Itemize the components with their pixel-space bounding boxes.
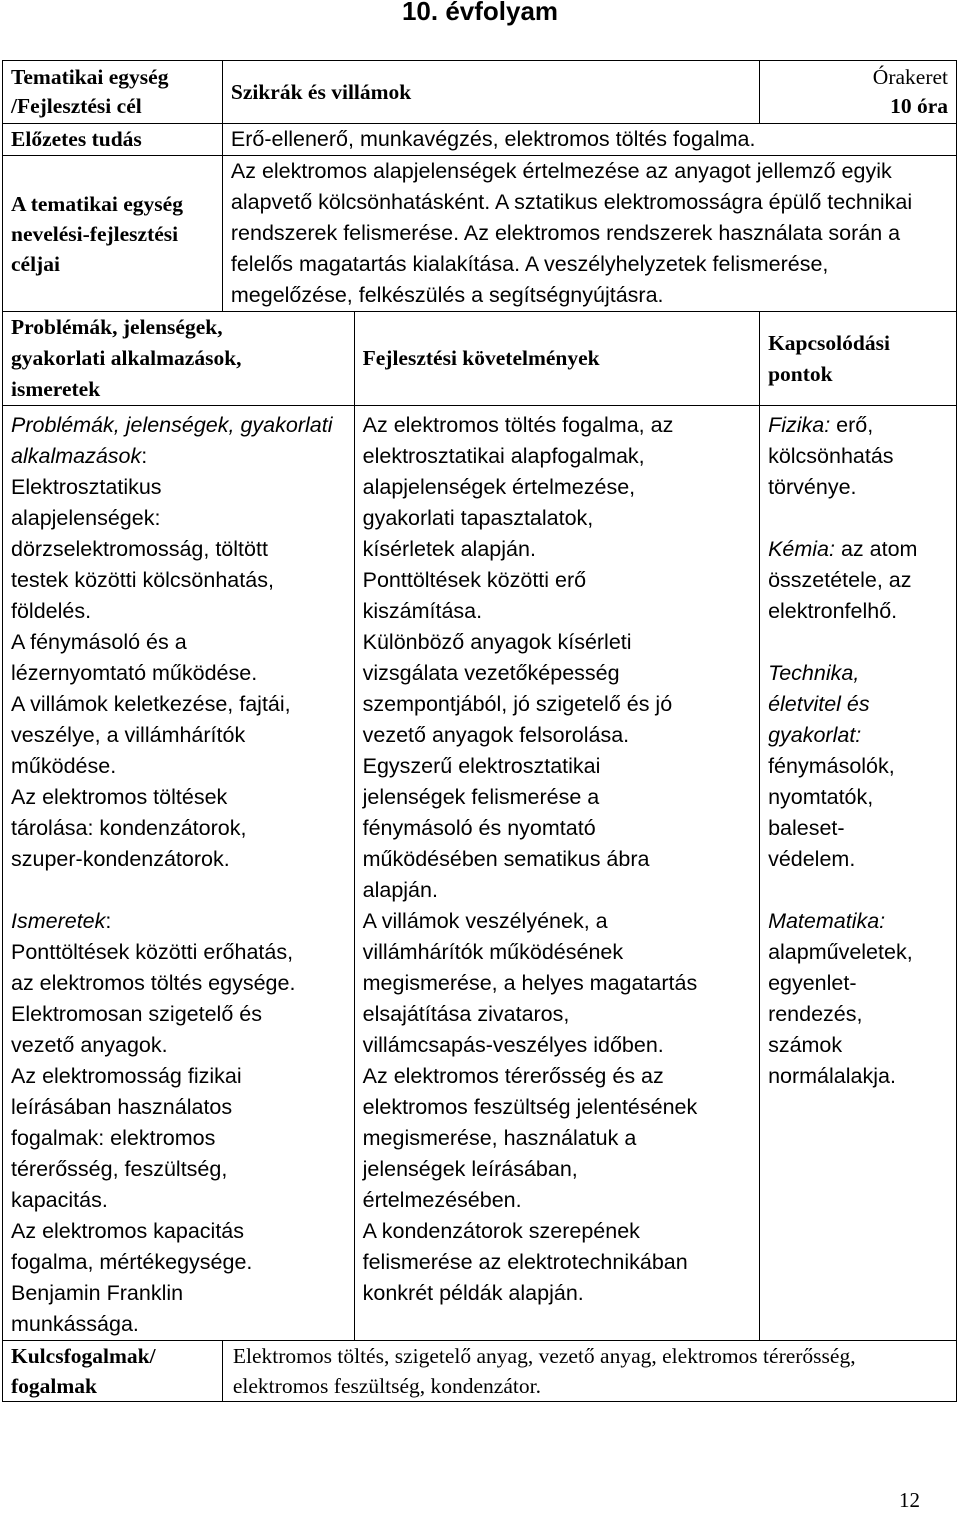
prior-knowledge-value: Erő-ellenerő, munkavégzés, elektromos töltés fogalma. — [222, 124, 956, 156]
hours-cell — [760, 61, 957, 124]
problems-line: alapjelenségek: — [11, 506, 161, 530]
knowledge-line: az elektromos töltés egysége. — [11, 971, 296, 995]
requirement-line: villámcsapás-veszélyes időben. — [362, 1033, 664, 1057]
knowledge-line: kapacitás. — [11, 1188, 108, 1212]
header-col3: Kapcsolódási pontok — [760, 312, 957, 406]
physics-line: törvénye. — [768, 475, 857, 499]
knowledge-line: leírásában használatos — [11, 1095, 233, 1119]
physics-line: kölcsönhatás — [768, 444, 894, 468]
requirement-line: Az elektromos térerősség és az — [362, 1064, 664, 1088]
problems-line: Elektrosztatikus — [11, 475, 162, 499]
page-title: 10. évfolyam — [401, 0, 559, 26]
col2-content — [354, 406, 759, 1341]
goals-row — [3, 156, 957, 312]
curriculum-table — [2, 60, 957, 1402]
problems-line: testek közötti kölcsönhatás, — [11, 568, 274, 592]
technology-label: Technika, — [768, 661, 860, 685]
knowledge-line: térerősség, feszültség, — [11, 1157, 228, 1181]
physics-label: Fizika: erő, — [768, 413, 874, 437]
technology-line: fénymásolók, — [768, 754, 895, 778]
requirement-line: jelenségek leírásában, — [362, 1157, 578, 1181]
problems-line: A villámok keletkezése, fajtái, — [11, 692, 291, 716]
requirement-line: Egyszerű elektrosztatikai — [362, 754, 601, 778]
problems-line: dörzselektromosság, töltött — [11, 537, 268, 561]
problems-line: lézernyomtató működése. — [11, 661, 258, 685]
requirement-line: értelmezésében. — [362, 1188, 522, 1212]
requirement-line: Ponttöltések közötti erő — [362, 568, 587, 592]
goals-label: A tematikai egység nevelési-fejlesztési céljai — [3, 156, 223, 312]
math-line: normálalakja. — [768, 1064, 896, 1088]
column-header-row — [3, 312, 957, 406]
math-line: egyenlet- — [768, 971, 857, 995]
thematic-unit-label: Tematikai egység /Fejlesztési cél — [3, 61, 223, 124]
key-concepts-value: Elektromos töltés, szigetelő anyag, vezető anyag, elektromos térerősség, elektromos feszültség, kondenzátor. — [222, 1341, 956, 1402]
requirement-line: Különböző anyagok kísérleti — [362, 630, 632, 654]
technology-label: életvitel és — [768, 692, 870, 716]
requirement-line: villámhárítók működésének — [362, 940, 624, 964]
page-number: 12 — [899, 1488, 920, 1512]
requirement-line: megismerése, a helyes magatartás — [362, 971, 698, 995]
key-concepts-label: Kulcsfogalmak/ fogalmak — [3, 1341, 223, 1402]
knowledge-line: fogalma, mértékegysége. — [11, 1250, 253, 1274]
problems-line: tárolása: kondenzátorok, — [11, 816, 247, 840]
requirement-line: jelenségek felismerése a — [362, 785, 600, 809]
math-line: számok — [768, 1033, 843, 1057]
problems-label-line1: Problémák, jelenségek, gyakorlati — [11, 413, 333, 437]
requirement-line: elektrosztatikai alapfogalmak, — [362, 444, 645, 468]
requirement-line: elektromos feszültség jelentésének — [362, 1095, 698, 1119]
requirement-line: A villámok veszélyének, a — [362, 909, 608, 933]
goals-value: Az elektromos alapjelenségek értelmezése az anyagot jellemző egyik alapvető kölcsönhatásként. A sztatikus elektromosságra épülő technikai rendszerek felismerése. Az elektromos rendszerek használata során a felelős magatartás kialakítása. A veszélyhelyzetek felismerése, megelőzése, felkészülés a segítségnyújtásra. — [222, 156, 956, 312]
requirement-line: kiszámítása. — [362, 599, 483, 623]
chemistry-label: Kémia: az atom — [768, 537, 918, 561]
requirement-line: felismerése az elektrotechnikában — [362, 1250, 688, 1274]
technology-line: nyomtatók, — [768, 785, 874, 809]
prior-knowledge-label: Előzetes tudás — [3, 124, 223, 156]
requirement-line: fénymásoló és nyomtató — [362, 816, 596, 840]
problems-label-line2: alkalmazások: — [11, 444, 148, 468]
requirement-line: alapján. — [362, 878, 438, 902]
chemistry-line: elektronfelhő. — [768, 599, 898, 623]
requirement-line: alapjelenségek értelmezése, — [362, 475, 636, 499]
knowledge-line: Elektromosan szigetelő és — [11, 1002, 262, 1026]
knowledge-line: fogalmak: elektromos — [11, 1126, 216, 1150]
knowledge-line: munkássága. — [11, 1312, 139, 1336]
chemistry-line: összetétele, az — [768, 568, 912, 592]
knowledge-line: Benjamin Franklin — [11, 1281, 184, 1305]
content-row — [3, 406, 957, 1341]
requirement-line: működésében sematikus ábra — [362, 847, 650, 871]
technology-line: védelem. — [768, 847, 856, 871]
col1-content — [3, 406, 355, 1341]
requirement-line: vezető anyagok felsorolása. — [362, 723, 630, 747]
knowledge-line: Az elektromosság fizikai — [11, 1064, 242, 1088]
math-line: alapműveletek, — [768, 940, 913, 964]
col3-content — [760, 406, 957, 1341]
requirement-line: gyakorlati tapasztalatok, — [362, 506, 594, 530]
technology-line: baleset- — [768, 816, 845, 840]
thematic-unit-row — [3, 61, 957, 124]
problems-list — [11, 472, 346, 875]
problems-line: Az elektromos töltések — [11, 785, 228, 809]
thematic-unit-value: Szikrák és villámok — [222, 61, 759, 124]
math-label: Matematika: — [768, 909, 886, 933]
requirement-line: megismerése, használatuk a — [362, 1126, 637, 1150]
requirement-line: elsajátítása zivataros, — [362, 1002, 570, 1026]
requirement-line: Az elektromos töltés fogalma, az — [362, 413, 674, 437]
knowledge-line: Az elektromos kapacitás — [11, 1219, 245, 1243]
requirement-line: vizsgálata vezetőképesség — [362, 661, 620, 685]
problems-line: A fénymásoló és a — [11, 630, 187, 654]
knowledge-line: Ponttöltések közötti erőhatás, — [11, 940, 294, 964]
requirement-line: A kondenzátorok szerepének — [362, 1219, 640, 1243]
hours-value: 10 óra — [890, 94, 948, 118]
knowledge-label: Ismeretek: — [11, 909, 112, 933]
problems-line: működése. — [11, 754, 117, 778]
requirement-line: konkrét példák alapján. — [362, 1281, 584, 1305]
technology-label: gyakorlat: — [768, 723, 862, 747]
header-col1: Problémák, jelenségek, gyakorlati alkalmazások, ismeretek — [3, 312, 355, 406]
hours-label: Órakeret — [872, 65, 948, 89]
problems-line: földelés. — [11, 599, 92, 623]
requirement-line: kísérletek alapján. — [362, 537, 536, 561]
header-col2: Fejlesztési követelmények — [354, 312, 759, 406]
knowledge-line: vezető anyagok. — [11, 1033, 168, 1057]
requirement-line: szempontjából, jó szigetelő és jó — [362, 692, 673, 716]
math-line: rendezés, — [768, 1002, 863, 1026]
key-concepts-row — [3, 1341, 957, 1402]
problems-line: szuper-kondenzátorok. — [11, 847, 230, 871]
knowledge-list — [11, 937, 346, 1340]
prior-knowledge-row — [3, 124, 957, 156]
problems-line: veszélye, a villámhárítók — [11, 723, 246, 747]
